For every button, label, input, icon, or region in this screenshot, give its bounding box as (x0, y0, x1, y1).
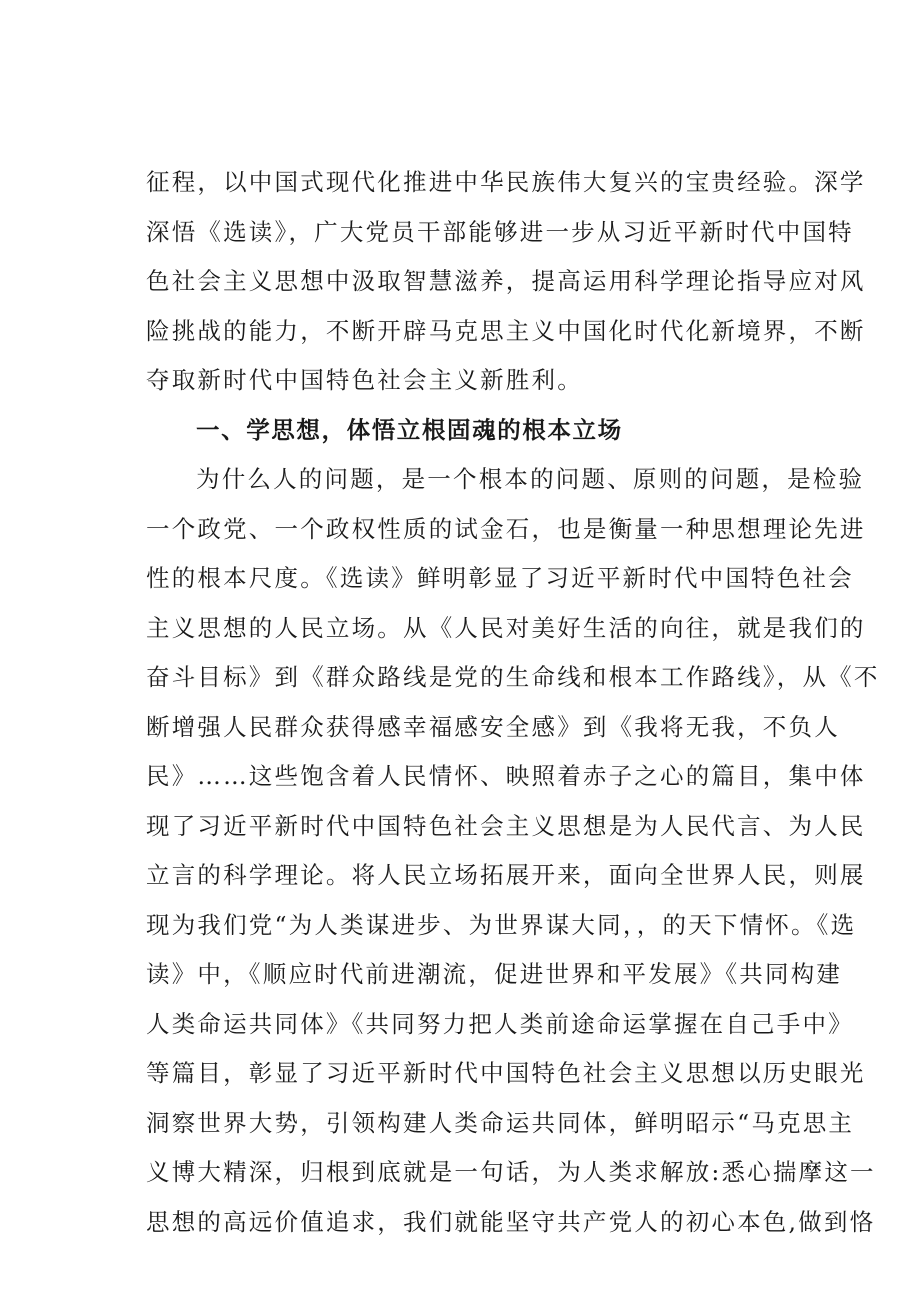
paragraph-line: 主义思想的人民立场。从《人民对美好生活的向往，就是我们的 (146, 613, 866, 642)
paragraph-line: 人类命运共同体》《共同努力把人类前途命运掌握在自己手中》 (146, 1009, 854, 1038)
paragraph-line: 义博大精深，归根到底就是一句话，为人类求解放:悉心揣摩这一 (146, 1158, 876, 1186)
paragraph-line: 征程，以中国式现代化推进中华民族伟大复兴的宝贵经验。深学 (146, 168, 866, 196)
paragraph-line: 为什么人的问题，是一个根本的问题、原则的问题，是检验 (196, 465, 865, 493)
paragraph-line: 深悟《选读》，广大党员干部能够进一步从习近平新时代中国特 (146, 217, 854, 246)
paragraph-line: 色社会主义思想中汲取智慧滋养，提高运用科学理论指导应对风 (146, 267, 866, 295)
paragraph-line: 险挑战的能力，不断开辟马克思主义中国化时代化新境界，不断 (146, 316, 866, 345)
paragraph-line: 思想的高远价值追求，我们就能坚守共产党人的初心本色,做到恪 (146, 1207, 876, 1236)
paragraph-line: 等篇目，彰显了习近平新时代中国特色社会主义思想以历史眼光 (146, 1059, 866, 1087)
paragraph-line: 现了习近平新时代中国特色社会主义思想是为人民代言、为人民 (146, 811, 866, 840)
paragraph-line: 现为我们党“为人类谋进步、为世界谋大同，，的天下情怀。《选 (146, 910, 857, 939)
paragraph-line: 读》中，《顺应时代前进潮流，促进世界和平发展》《共同构建 (146, 960, 843, 988)
paragraph-line: 断增强人民群众获得感幸福感安全感》到《我将无我，不负人 (146, 712, 840, 741)
paragraph-line: 性的根本尺度。《选读》鲜明彰显了习近平新时代中国特色社会 (146, 564, 854, 592)
paragraph-line: 洞察世界大势，引领构建人类命运共同体，鲜明昭示“马克思主 (146, 1108, 855, 1137)
paragraph-line: 立言的科学理论。将人民立场拓展开来，面向全世界人民，则展 (146, 861, 866, 889)
paragraph-line: 奋斗目标》到《群众路线是党的生命线和根本工作路线》，从《不 (146, 663, 880, 691)
paragraph-line: 民》……这些饱含着人民情怀、映照着赤子之心的篇目，集中体 (146, 762, 866, 790)
paragraph-line: 一个政党、一个政权性质的试金石，也是衡量一种思想理论先进 (146, 514, 866, 543)
section-heading: 一、学思想，体悟立根固魂的根本立场 (196, 415, 623, 444)
paragraph-line: 夺取新时代中国特色社会主义新胜利。 (146, 366, 583, 394)
document-body (146, 158, 880, 1247)
